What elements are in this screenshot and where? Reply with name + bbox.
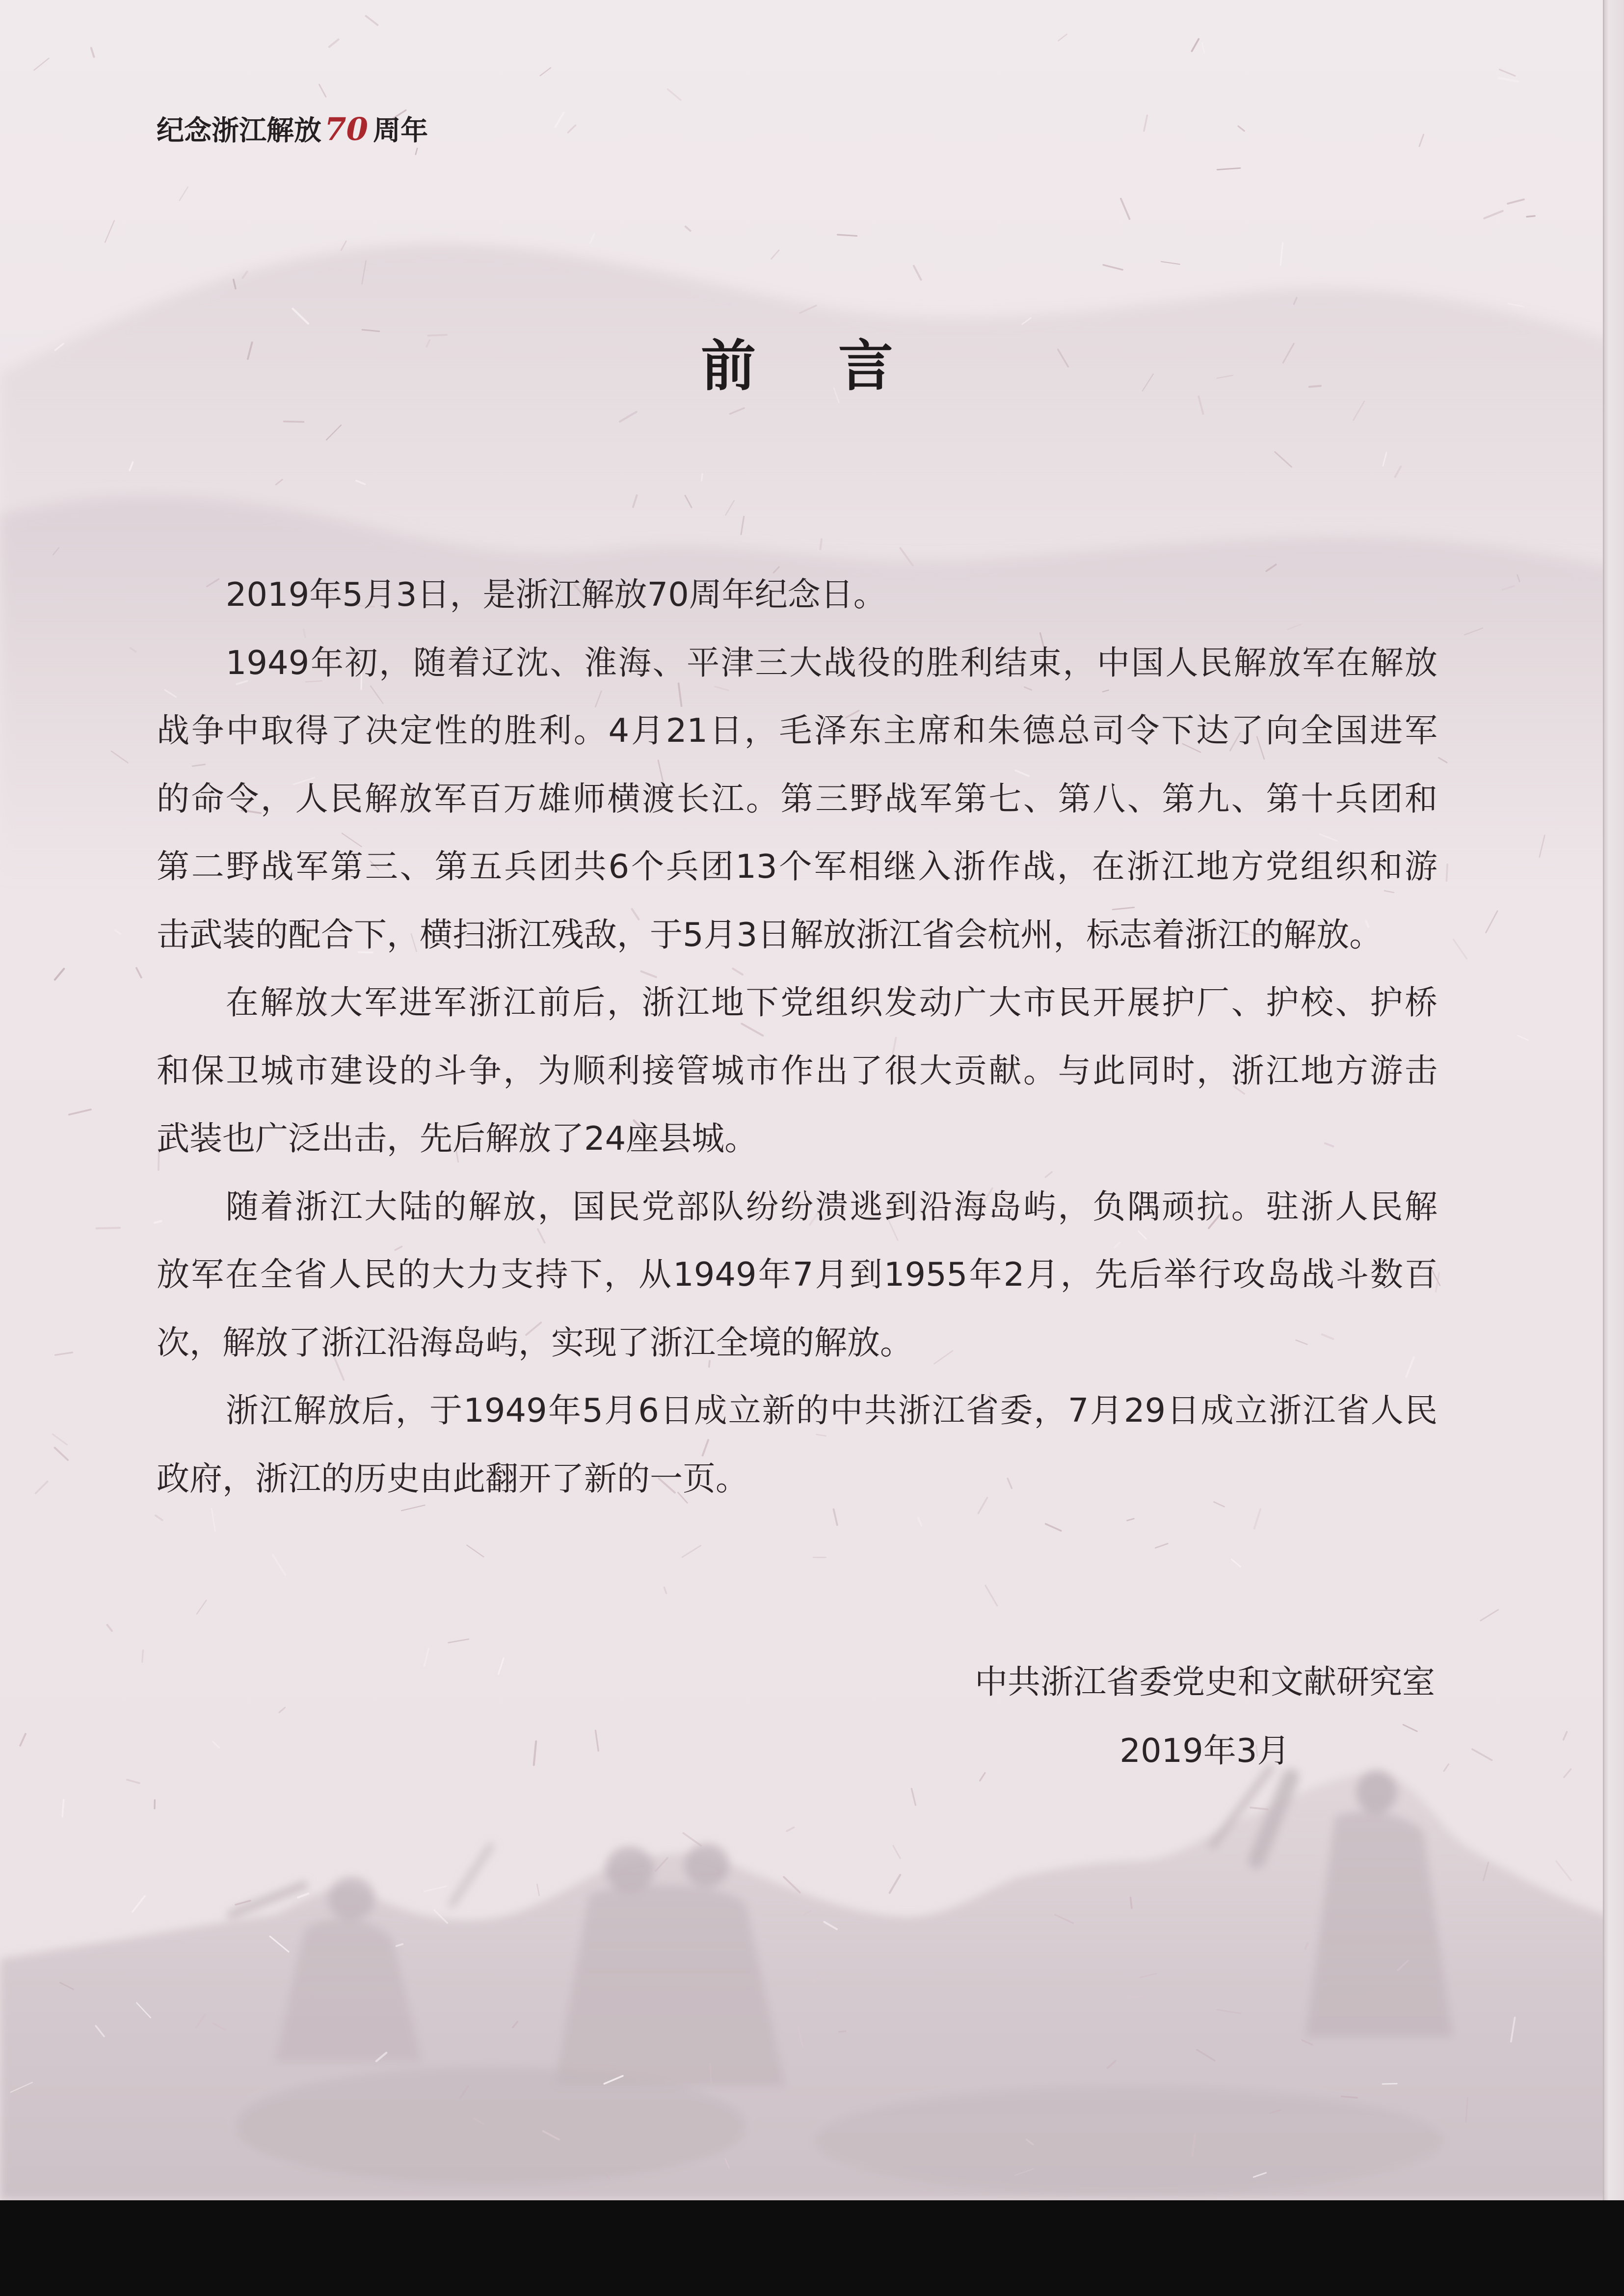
paper-fiber — [633, 495, 637, 507]
signature-organization: 中共浙江省委党史和文献研究室 — [975, 1663, 1435, 1701]
paper-fiber — [1419, 135, 1424, 146]
paper-fiber — [243, 271, 247, 278]
paper-fiber — [1518, 575, 1520, 581]
paper-fiber — [156, 1515, 162, 1520]
paper-fiber — [20, 1734, 26, 1746]
paper-fiber — [130, 462, 133, 471]
paper-fiber — [664, 1587, 666, 1593]
paper-fiber — [425, 1648, 429, 1666]
paper-fiber — [656, 1858, 667, 1871]
paper-fiber — [366, 16, 378, 25]
paper-fiber — [1294, 298, 1297, 304]
paper-fiber — [784, 1877, 800, 1892]
paper-fiber — [142, 1650, 143, 1662]
paper-fiber — [425, 1886, 447, 1891]
paper-fiber — [513, 2022, 518, 2027]
paper-fiber — [499, 1658, 504, 1674]
paper-fiber — [918, 1517, 922, 1525]
paper-fiber — [1217, 2010, 1241, 2013]
paper-fiber — [326, 425, 341, 440]
paper-fiber — [686, 227, 691, 231]
text-line: 政府，浙江的历史由此翻开了新的一页。 — [157, 1459, 748, 1498]
paper-fiber — [1131, 1897, 1132, 1908]
paper-fiber — [1251, 1808, 1268, 1810]
paper-fiber — [1059, 34, 1067, 41]
paper-fiber — [985, 1586, 997, 1606]
scan-border — [0, 2200, 1624, 2296]
paper-fiber — [534, 1741, 536, 1765]
paper-fiber — [744, 1989, 750, 1990]
paper-fiber — [543, 2131, 559, 2139]
paper-fiber — [685, 495, 692, 508]
paper-fiber — [1341, 2096, 1357, 2098]
paper-fiber — [1438, 757, 1447, 762]
text-line: 浙江解放后，于1949年5月6日成立新的中共浙江省委，7月29日成立浙江省人民 — [225, 1391, 1438, 1430]
paper-fiber — [821, 540, 822, 549]
paper-fiber — [127, 1780, 139, 1783]
paper-fiber — [273, 1555, 286, 1575]
text-line: 战争中取得了决定性的胜利。4月21日，毛泽东主席和朱德总司令下达了向全国进军 — [157, 711, 1438, 750]
paper-fiber — [1466, 2098, 1467, 2122]
paper-fiber — [1103, 265, 1122, 270]
paper-fiber — [1354, 401, 1364, 420]
paper-fiber — [1027, 2140, 1033, 2145]
paper-fiber — [341, 241, 346, 250]
paper-fiber — [1217, 168, 1240, 169]
paper-fiber — [213, 1742, 219, 1748]
paper-fiber — [1564, 1769, 1571, 1778]
paper-fiber — [798, 2026, 802, 2046]
paper-fiber — [1253, 2173, 1266, 2177]
paragraph — [157, 1173, 1438, 1377]
paper-fiber — [136, 2003, 150, 2018]
paper-fiber — [276, 480, 282, 485]
paper-fiber — [911, 1789, 915, 1805]
paper-fiber — [213, 2023, 225, 2030]
paper-fiber — [1483, 1863, 1488, 1881]
page-edge — [1603, 0, 1624, 2200]
paper-fiber — [298, 1893, 308, 1897]
paper-fiber — [69, 1109, 91, 1114]
signature-block — [975, 1648, 1435, 1785]
text-line: 随着浙江大陆的解放，国民党部队纷纷溃逃到沿海岛屿，负隅顽抗。驻浙人民解 — [225, 1187, 1438, 1226]
paper-fiber — [1446, 864, 1447, 881]
paper-fiber — [55, 1448, 68, 1460]
paper-fiber — [1395, 466, 1401, 477]
paper-fiber — [376, 2053, 386, 2061]
paper-fiber — [800, 305, 816, 313]
paragraph — [157, 561, 1438, 629]
header-anniversary-number: 70 — [324, 111, 369, 148]
paper-fiber — [1197, 2050, 1215, 2060]
paper-fiber — [180, 187, 188, 201]
paper-fiber — [1270, 2110, 1280, 2113]
paper-fiber — [362, 330, 379, 331]
paper-fiber — [710, 2063, 711, 2083]
paper-fiber — [293, 309, 309, 324]
paper-fiber — [604, 2076, 623, 2084]
paper-fiber — [1500, 70, 1516, 76]
paper-fiber — [34, 58, 49, 70]
paper-fiber — [234, 279, 236, 288]
paper-fiber — [356, 481, 365, 484]
paper-fiber — [1444, 1764, 1448, 1771]
paper-fiber — [1398, 1961, 1408, 1970]
paper-fiber — [236, 1901, 250, 1905]
paragraph — [157, 1377, 1438, 1513]
paper-fiber — [620, 412, 637, 422]
paper-fiber — [1121, 199, 1130, 219]
paper-fiber — [1484, 211, 1502, 218]
paper-fiber — [460, 2086, 468, 2098]
paper-fiber — [772, 250, 779, 259]
paper-fiber — [668, 89, 681, 100]
paper-fiber — [914, 266, 921, 280]
paper-fiber — [1508, 303, 1523, 306]
paper-fiber — [1022, 318, 1031, 324]
paper-fiber — [1231, 1559, 1241, 1567]
paper-fiber — [1302, 2040, 1312, 2045]
paper-fiber — [1127, 1519, 1134, 1521]
paper-fiber — [556, 113, 564, 127]
paper-fiber — [683, 1833, 701, 1846]
text-line: 的命令，人民解放军百万雄师横渡长江。第三野战军第七、第八、第九、第十兵团和 — [157, 779, 1438, 818]
paper-fiber — [133, 1896, 145, 1912]
text-line: 次，解放了浙江沿海岛屿，实现了浙江全境的解放。 — [157, 1323, 913, 1362]
paper-fiber — [838, 235, 857, 236]
paragraph — [157, 969, 1438, 1173]
paper-fiber — [1502, 586, 1514, 590]
text-line: 和保卫城市建设的斗争，为顺利接管城市作出了很大贡献。与此同时，浙江地方游击 — [157, 1051, 1438, 1090]
paper-fiber — [1280, 243, 1283, 266]
paper-fiber — [197, 1600, 207, 1614]
text-line: 在解放大军进军浙江前后，浙江地下党组织发动广大市民开展护厂、护校、护桥 — [225, 983, 1438, 1022]
paper-fiber — [1508, 199, 1524, 204]
header-suffix: 周年 — [373, 115, 428, 147]
paper-fiber — [804, 1911, 811, 1915]
paper-fiber — [741, 516, 744, 534]
paper-fiber — [136, 968, 141, 977]
paper-fiber — [1192, 39, 1198, 51]
signature-date: 2019年3月 — [1119, 1731, 1290, 1770]
paper-fiber — [96, 2026, 104, 2037]
paper-fiber — [893, 1846, 901, 1859]
paper-fiber — [1556, 1861, 1571, 1880]
text-line: 击武装的配合下，横扫浙江残敌，于5月3日解放浙江省会杭州，标志着浙江的解放。 — [157, 915, 1383, 954]
paper-fiber — [1564, 1732, 1567, 1740]
paper-fiber — [1464, 628, 1483, 635]
page-title: 前 言 — [701, 334, 893, 398]
paper-fiber — [53, 548, 59, 555]
paper-fiber — [467, 1545, 483, 1557]
paper-fiber — [91, 48, 94, 57]
paper-fiber — [839, 2031, 846, 2032]
paper-fiber — [62, 1800, 64, 1816]
paper-fiber — [1275, 452, 1292, 467]
paper-fiber — [107, 1625, 112, 1631]
paper-fiber — [590, 234, 594, 243]
paper-fiber — [105, 220, 114, 242]
paper-fiber — [1540, 836, 1545, 857]
text-line: 武装也广泛出击，先后解放了24座县城。 — [157, 1119, 758, 1158]
paper-fiber — [1472, 1749, 1492, 1760]
paper-fiber — [1144, 115, 1147, 131]
paper-fiber — [540, 68, 551, 76]
paper-fiber — [702, 474, 703, 481]
paper-fiber — [813, 1972, 825, 1981]
paper-fiber — [603, 2170, 610, 2179]
paper-fiber — [130, 648, 136, 652]
paper-fiber — [1238, 126, 1244, 131]
paper-fiber — [55, 344, 63, 350]
text-line: 1949年初，随着辽沈、淮海、平津三大战役的胜利结束，中国人民解放军在解放 — [225, 643, 1438, 682]
paper-fiber — [434, 1910, 447, 1923]
paper-fiber — [196, 2015, 205, 2027]
paper-fiber — [1383, 2083, 1397, 2084]
paper-fiber — [1511, 2018, 1515, 2042]
paper-fiber — [1128, 1996, 1143, 1998]
paper-fiber — [55, 1352, 73, 1355]
paper-fiber — [1046, 1524, 1061, 1531]
text-line: 第二野战军第三、第五兵团共6个兵团13个军相继入浙作战，在浙江地方党组织和游 — [157, 847, 1438, 886]
paper-fiber — [474, 2118, 483, 2124]
paper-fiber — [568, 125, 575, 133]
paper-fiber — [1498, 78, 1518, 81]
paper-fiber — [1527, 216, 1535, 217]
paper-fiber — [319, 84, 326, 97]
paper-fiber — [1015, 2169, 1034, 2176]
paper-fiber — [115, 930, 120, 934]
paper-fiber — [1161, 262, 1180, 265]
paper-fiber — [60, 1983, 73, 1990]
paper-fiber — [682, 1545, 701, 1557]
paper-fiber — [53, 1434, 67, 1445]
paper-fiber — [725, 2159, 729, 2168]
paragraph — [157, 629, 1438, 969]
paper-fiber — [1192, 2134, 1195, 2156]
paper-fiber — [1140, 1973, 1156, 1977]
paper-fiber — [1383, 452, 1386, 466]
paper-fiber — [55, 969, 64, 979]
text-line: 放军在全省人民的大力支持下，从1949年7月到1955年2月，先后举行攻岛战斗数百 — [157, 1255, 1438, 1294]
paper-fiber — [329, 39, 339, 47]
paper-fiber — [1108, 2061, 1116, 2068]
running-header — [157, 109, 428, 150]
paper-fiber — [890, 1875, 901, 1893]
preface-body — [157, 561, 1438, 1513]
paper-fiber — [1481, 1610, 1498, 1621]
paper-fiber — [11, 2082, 32, 2092]
paper-fiber — [1305, 1944, 1308, 1949]
paper-fiber — [726, 501, 734, 515]
paper-fiber — [36, 1482, 48, 1493]
paper-fiber — [537, 1884, 539, 1895]
paper-fiber — [730, 408, 744, 414]
paper-fiber — [449, 1639, 469, 1643]
paper-fiber — [270, 1936, 289, 1952]
paper-fiber — [1518, 1035, 1529, 1040]
paper-fiber — [111, 751, 128, 763]
paper-fiber — [279, 1707, 285, 1712]
paper-fiber — [1202, 43, 1204, 53]
text-line: 2019年5月3日，是浙江解放70周年纪念日。 — [225, 575, 886, 614]
paper-fiber — [1155, 1543, 1168, 1548]
paper-fiber — [787, 1827, 794, 1831]
paper-fiber — [824, 1922, 837, 1929]
header-prefix: 纪念浙江解放 — [157, 115, 321, 147]
paper-fiber — [595, 1730, 598, 1751]
paper-fiber — [1486, 911, 1498, 933]
paper-fiber — [1453, 940, 1466, 959]
paper-fiber — [362, 261, 366, 284]
paper-fiber — [397, 1944, 403, 1946]
paper-fiber — [1055, 1915, 1073, 1923]
